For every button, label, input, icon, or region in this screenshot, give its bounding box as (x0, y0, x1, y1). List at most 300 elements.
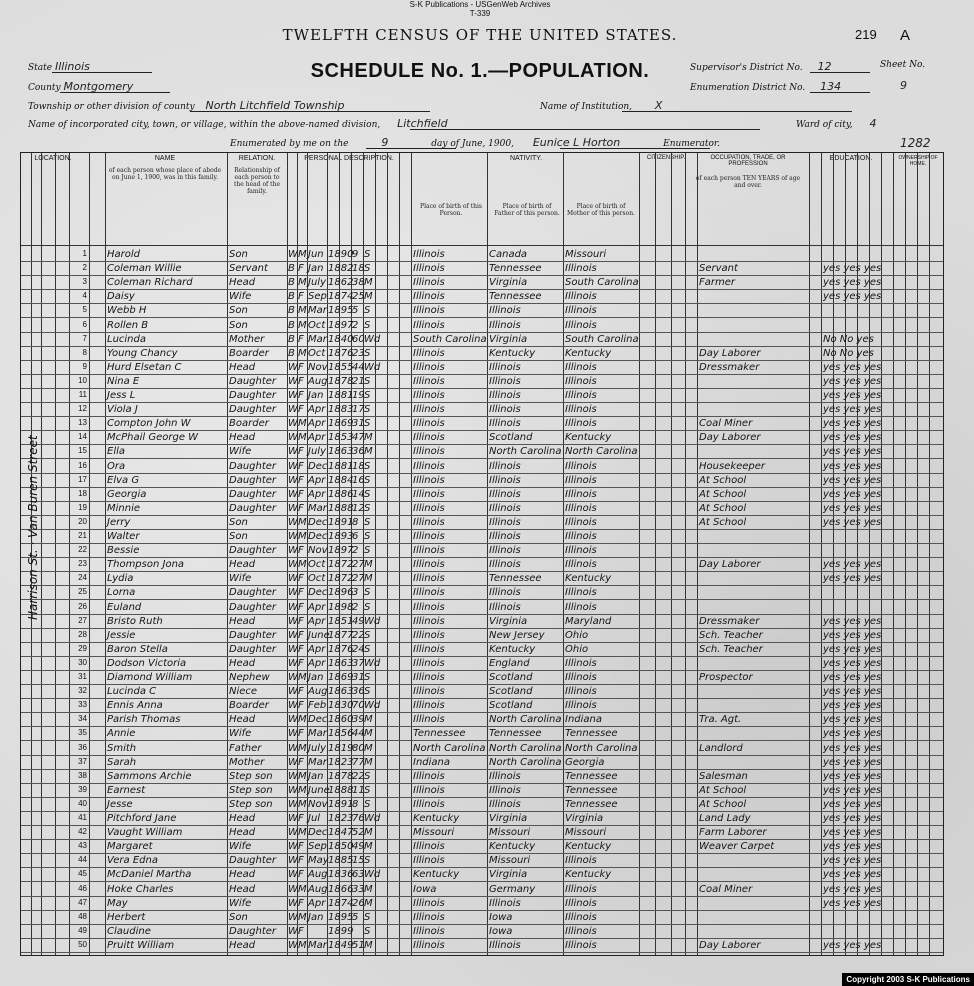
education-cell: yes yes yes (823, 502, 882, 514)
person-name-cell: Diamond William (107, 672, 193, 683)
occupation-cell (699, 586, 809, 599)
mother-birthplace-cell: Illinois (565, 883, 597, 895)
birth-month-cell: Apr (308, 643, 326, 655)
father-birthplace-cell: Missouri (489, 855, 531, 867)
age-cell: 15 (352, 855, 365, 867)
marital-status-cell: S (364, 911, 371, 923)
person-name-cell: Georgia (107, 488, 147, 500)
birth-year-cell: 1883 (328, 404, 354, 416)
relation-cell: Head (229, 813, 256, 824)
occupation-cell: At School (699, 798, 747, 810)
relation-cell: Daughter (229, 375, 277, 387)
occupation-cell (699, 389, 809, 402)
birthplace-cell: Illinois (413, 770, 445, 782)
father-birthplace-cell: Illinois (489, 939, 521, 951)
sex-cell: F (298, 728, 304, 740)
mother-birthplace-cell: Illinois (565, 404, 597, 416)
township-value: North Litchfield Township (205, 99, 345, 112)
enumerated-label: Enumerated by me on the (230, 139, 349, 149)
race-cell: W (288, 615, 298, 627)
table-row (21, 585, 943, 600)
enumerator-rule (560, 148, 710, 149)
mother-birthplace-cell: Illinois (565, 291, 597, 303)
county-value: Montgomery (63, 80, 134, 93)
age-cell: 27 (352, 573, 365, 585)
sex-cell: M (298, 516, 307, 528)
occupation-cell (699, 544, 809, 557)
enumerated-day: 9 (381, 136, 389, 149)
age-cell: 51 (352, 939, 365, 951)
mother-birthplace-cell: Missouri (565, 827, 607, 839)
education-cell (823, 304, 893, 317)
occupation-cell (699, 657, 809, 670)
mother-birthplace-cell: Kentucky (565, 347, 612, 359)
father-birthplace-cell: Illinois (489, 319, 521, 331)
father-birthplace-cell: Virginia (489, 813, 528, 824)
mother-birthplace-cell: South Carolina (565, 277, 639, 289)
mother-birthplace-cell: Kentucky (565, 869, 612, 881)
relation-cell: Daughter (229, 488, 277, 500)
line-number-cell: 40 (78, 798, 87, 808)
line-number-cell: 3 (82, 277, 87, 287)
relation-cell: Head (229, 361, 256, 373)
birth-month-cell: Aug (308, 375, 328, 387)
father-birthplace-cell: Iowa (489, 911, 513, 923)
relation-cell: Father (229, 742, 262, 754)
person-name-cell: McPhail George W (107, 432, 199, 444)
marital-status-cell: M (364, 573, 373, 585)
relation-cell: Daughter (229, 587, 277, 599)
sex-cell: F (298, 686, 304, 698)
sex-cell: F (298, 404, 304, 416)
schedule-title: SCHEDULE No. 1.—POPULATION. (310, 60, 650, 82)
marital-status-cell: M (364, 742, 373, 754)
father-birthplace-cell: North Carolina (489, 446, 562, 458)
relation-cell: Son (229, 249, 248, 260)
age-cell: 77 (352, 756, 365, 768)
birth-month-cell (308, 925, 327, 938)
age-cell: 47 (352, 432, 365, 444)
age-cell: 2 (352, 601, 359, 613)
sex-cell: M (298, 784, 307, 796)
birthplace-cell: Illinois (413, 629, 445, 641)
marital-status-cell: S (364, 784, 371, 796)
relation-cell: Head (229, 939, 256, 951)
occupation-cell: Farm Laborer (699, 827, 767, 839)
state-label: State (28, 63, 53, 73)
person-name-cell: Hurd Elsetan C (107, 361, 182, 373)
relation-cell: Head (229, 559, 256, 571)
line-number-cell: 43 (78, 841, 87, 851)
birth-year-cell: 1819 (328, 742, 354, 754)
relation-cell: Boarder (229, 418, 269, 430)
sex-cell: M (298, 672, 307, 683)
county-rule (60, 92, 170, 93)
marital-status-cell: S (364, 545, 371, 557)
marital-status-cell: M (364, 827, 373, 839)
marital-status-cell: S (364, 375, 371, 387)
mother-birthplace-cell: Tennessee (565, 784, 618, 796)
birth-month-cell: Nov (308, 545, 328, 557)
age-cell: 5 (352, 911, 359, 923)
table-row (21, 402, 943, 417)
person-name-cell: Earnest (107, 784, 146, 796)
race-cell: W (288, 756, 298, 768)
marital-status-cell: S (364, 502, 371, 514)
line-number-cell: 34 (78, 714, 87, 724)
person-name-cell: Baron Stella (107, 643, 168, 655)
birth-month-cell: Aug (308, 883, 328, 895)
education-cell: yes yes yes (823, 390, 882, 401)
birth-month-cell: Jan (308, 911, 324, 923)
table-row (21, 825, 943, 840)
father-birthplace-cell: Illinois (489, 361, 521, 373)
birth-month-cell: Mar (308, 728, 327, 740)
line-number-cell: 29 (78, 643, 87, 653)
publisher-header (360, 0, 600, 18)
line-number-cell: 28 (78, 629, 87, 639)
age-cell: 36 (352, 446, 365, 458)
father-birthplace-cell: Illinois (489, 418, 521, 430)
occupation-cell: At School (699, 784, 747, 796)
birth-month-cell: Mar (308, 939, 327, 951)
sex-cell: F (298, 841, 304, 853)
age-cell: 22 (352, 770, 365, 782)
age-cell: 19 (352, 390, 365, 401)
mother-birthplace-cell: Georgia (565, 756, 605, 768)
sex-cell: M (298, 827, 307, 839)
sex-cell: F (298, 615, 304, 627)
sex-cell: F (298, 869, 304, 881)
birth-month-cell: Apr (308, 432, 326, 444)
birth-month-cell: Apr (308, 488, 326, 500)
ward-value: 4 (869, 117, 877, 130)
race-cell: W (288, 587, 298, 599)
day-label: day of June, 1900, (431, 139, 514, 149)
person-name-cell: Pitchford Jane (107, 813, 177, 824)
sex-cell: F (298, 333, 304, 345)
race-cell: W (288, 813, 298, 824)
mother-birthplace-cell: Ohio (565, 629, 589, 641)
city-rule (410, 129, 760, 130)
state-value: Illinois (54, 60, 90, 73)
marital-status-cell: M (364, 883, 373, 895)
marital-status-cell: M (364, 432, 373, 444)
birth-year-cell: 1876 (328, 347, 354, 359)
person-name-cell: Viola J (107, 404, 138, 416)
mother-birthplace-cell: Illinois (565, 488, 597, 500)
line-number-cell: 41 (78, 813, 87, 822)
sex-cell: M (298, 559, 307, 571)
birthplace-cell: Illinois (413, 390, 445, 401)
birthplace-cell: Illinois (413, 939, 445, 951)
city-value: Litchfield (397, 117, 448, 130)
line-number-cell: 15 (78, 446, 87, 456)
birth-year-cell: 1888 (328, 502, 354, 514)
person-name-cell: Hoke Charles (107, 883, 174, 895)
institution-rule (622, 111, 852, 112)
birth-month-cell: Dec (308, 531, 328, 542)
line-number-cell: 21 (78, 531, 87, 540)
father-birthplace-cell: Illinois (489, 601, 521, 613)
line-number-cell: 27 (78, 615, 87, 625)
age-cell: 11 (352, 784, 365, 796)
occupation-cell: Dressmaker (699, 615, 760, 627)
enumerator-label: Enumerator. (663, 139, 721, 149)
birthplace-cell: Illinois (413, 460, 445, 472)
birthplace-cell: Illinois (413, 643, 445, 655)
sex-cell: M (298, 319, 307, 331)
race-cell: B (288, 263, 295, 275)
person-name-cell: Compton John W (107, 418, 191, 430)
race-cell: W (288, 361, 298, 373)
mother-birthplace-cell: Maryland (565, 615, 612, 627)
line-number-cell: 33 (78, 700, 87, 710)
publisher-line: S-K Publications - USGenWeb Archives (409, 0, 551, 9)
education-cell: No No yes (823, 347, 874, 359)
person-name-cell: Coleman Richard (107, 277, 193, 289)
table-row (21, 289, 943, 304)
occupation-cell (699, 868, 809, 881)
birth-month-cell: Dec (308, 827, 328, 839)
line-number-cell: 45 (78, 869, 87, 879)
person-name-cell: Minnie (107, 502, 141, 514)
birth-month-cell: Apr (308, 897, 326, 909)
birth-month-cell: Dec (308, 516, 328, 528)
birthplace-cell: South Carolina (413, 333, 487, 345)
father-birthplace-cell: Germany (489, 883, 536, 895)
occupation-cell: Dressmaker (699, 361, 760, 373)
mother-birthplace-cell: Virginia (565, 813, 604, 824)
age-cell: 21 (352, 375, 365, 387)
race-cell: W (288, 573, 298, 585)
birthplace-cell: Illinois (413, 657, 445, 669)
education-cell (823, 248, 893, 261)
table-row (21, 656, 943, 671)
father-birthplace-cell: Illinois (489, 587, 521, 599)
line-number-cell: 48 (78, 911, 87, 921)
age-cell: 63 (352, 869, 365, 881)
birth-month-cell: Feb (308, 700, 327, 712)
father-birthplace-cell: Illinois (489, 531, 521, 542)
father-birthplace-cell: Scotland (489, 432, 533, 444)
relation-cell: Daughter (229, 390, 277, 401)
table-row (21, 896, 943, 911)
education-cell: yes yes yes (823, 883, 882, 895)
page-letter: A (900, 27, 911, 44)
birth-month-cell: Apr (308, 615, 326, 627)
race-cell: B (288, 319, 295, 331)
age-cell: 31 (352, 418, 365, 430)
occupation-cell (699, 911, 809, 924)
line-number-cell: 14 (78, 432, 87, 442)
age-cell: 8 (352, 798, 359, 810)
race-cell: W (288, 488, 298, 500)
birth-month-cell: Oct (308, 559, 326, 571)
sex-cell: F (298, 460, 304, 472)
person-name-cell: Bessie (107, 545, 140, 557)
person-name-cell: Lucinda C (107, 686, 157, 698)
table-row (21, 416, 943, 431)
sex-cell: M (298, 305, 307, 317)
education-cell: yes yes yes (823, 404, 882, 416)
birthplace-cell: Missouri (413, 827, 455, 839)
table-row (21, 642, 943, 657)
father-birthplace-cell: Illinois (489, 770, 521, 782)
table-row (21, 444, 943, 459)
race-cell: W (288, 686, 298, 698)
occupation-cell: Coal Miner (699, 418, 753, 430)
person-name-cell: Rollen B (107, 319, 149, 331)
line-number-cell: 49 (78, 925, 87, 935)
sheet-value-box (900, 79, 907, 92)
relation-cell: Nephew (229, 672, 270, 683)
marital-status-cell: Wd (364, 869, 381, 881)
age-cell: 49 (352, 615, 365, 627)
birth-year-cell: 1896 (328, 587, 354, 599)
group-occupation: OCCUPATION, TRADE, OR PROFESSION (710, 155, 786, 167)
education-cell: yes yes yes (823, 643, 882, 655)
birthplace-cell: Illinois (413, 587, 445, 599)
line-number-cell: 23 (78, 559, 87, 569)
relation-cell: Son (229, 911, 248, 923)
race-cell: W (288, 418, 298, 430)
person-name-cell: Ennis Anna (107, 700, 163, 712)
mother-birthplace-cell: Illinois (565, 361, 597, 373)
mother-birthplace-cell: Illinois (565, 657, 597, 669)
line-number-cell: 11 (78, 390, 87, 399)
father-birthplace-cell: Illinois (489, 390, 521, 401)
age-cell: 12 (352, 502, 365, 514)
marital-status-cell: S (364, 531, 371, 542)
race-cell: W (288, 770, 298, 782)
sex-cell: M (298, 742, 307, 754)
birth-year-cell: 1823 (328, 756, 354, 768)
race-cell: W (288, 446, 298, 458)
mother-birthplace-cell: Illinois (565, 460, 597, 472)
supervisor-rule (810, 72, 870, 73)
table-row (21, 755, 943, 770)
marital-status-cell: M (364, 446, 373, 458)
occupation-cell (699, 601, 809, 614)
relation-cell: Daughter (229, 404, 277, 416)
table-row (21, 924, 943, 939)
birth-year-cell: 1860 (328, 714, 354, 726)
race-cell: W (288, 657, 298, 669)
birth-month-cell: Jan (308, 672, 324, 683)
race-cell: W (288, 939, 298, 951)
age-cell: 18 (352, 460, 365, 472)
education-cell: yes yes yes (823, 446, 882, 458)
birth-year-cell: 1874 (328, 291, 354, 303)
sex-cell: F (298, 502, 304, 514)
birth-month-cell: Jun (308, 249, 324, 260)
group-ownership: OWNERSHIP OF HOME. (898, 155, 938, 167)
age-cell: 27 (352, 559, 365, 571)
race-cell: W (288, 911, 298, 923)
sex-cell: M (298, 277, 307, 289)
table-row (21, 543, 943, 558)
birth-year-cell: 1898 (328, 601, 354, 613)
sex-cell: F (298, 375, 304, 387)
birth-year-cell: 1891 (328, 516, 354, 528)
birth-month-cell: Mar (308, 502, 327, 514)
mother-birthplace-cell: Missouri (565, 249, 607, 260)
sheet-value: 9 (900, 79, 907, 92)
education-cell: yes yes yes (823, 784, 882, 796)
father-birthplace-cell: Illinois (489, 897, 521, 909)
group-personal: PERSONAL DESCRIPTION. (304, 155, 394, 162)
marital-status-cell: S (364, 855, 371, 867)
mother-birthplace-cell: Illinois (565, 319, 597, 331)
line-number-cell: 12 (78, 404, 87, 414)
father-birthplace-cell: Illinois (489, 488, 521, 500)
birthplace-cell: Illinois (413, 347, 445, 359)
person-name-cell: Margaret (107, 841, 153, 853)
education-cell: yes yes yes (823, 516, 882, 528)
age-cell: 52 (352, 827, 365, 839)
street-annotation: Harrison St. · Van Buren Street (26, 435, 40, 620)
sex-cell: F (298, 643, 304, 655)
father-birthplace-cell: Iowa (489, 925, 513, 937)
line-number-cell: 13 (78, 418, 87, 428)
education-cell (823, 601, 893, 614)
institution-value: X (654, 99, 663, 112)
marital-status-cell: Wd (364, 700, 381, 712)
person-name-cell: Claudine (107, 925, 151, 937)
occupation-cell: Day Laborer (699, 347, 761, 359)
birthplace-cell: Iowa (413, 883, 437, 895)
age-cell (352, 925, 364, 938)
birthplace-cell: Illinois (413, 897, 445, 909)
age-cell: 76 (352, 813, 365, 824)
mother-birthplace-cell: Illinois (565, 531, 597, 542)
line-number-cell: 10 (78, 375, 87, 385)
person-name-cell: Nina E (107, 375, 140, 387)
mother-birthplace-cell: Indiana (565, 714, 603, 726)
census-title: TWELFTH CENSUS OF THE UNITED STATES. (282, 26, 678, 44)
line-number-cell: 5 (82, 305, 87, 315)
marital-status-cell: S (364, 516, 371, 528)
table-row (21, 501, 943, 516)
line-number-cell: 30 (78, 657, 87, 667)
age-cell: 60 (352, 333, 365, 345)
occupation-cell (699, 727, 809, 740)
marital-status-cell: Wd (364, 657, 381, 669)
birth-month-cell: Oct (308, 347, 326, 359)
group-nativity: NATIVITY. (509, 155, 543, 162)
birth-year-cell: 1872 (328, 559, 354, 571)
occupation-cell: Farmer (699, 277, 735, 289)
table-row (21, 797, 943, 812)
table-row (21, 726, 943, 741)
person-name-cell: McDaniel Martha (107, 869, 192, 881)
line-number-cell: 7 (82, 333, 87, 343)
line-number-cell: 37 (78, 756, 87, 766)
birth-month-cell: Aug (308, 686, 328, 698)
sex-cell: F (298, 855, 304, 867)
education-cell: yes yes yes (823, 657, 882, 669)
line-number-cell: 8 (82, 347, 87, 357)
person-name-cell: Vaught William (107, 827, 183, 839)
marital-status-cell: S (364, 643, 371, 655)
mother-birthplace-cell: Illinois (565, 375, 597, 387)
birthplace-cell: Kentucky (413, 869, 460, 881)
birthplace-cell: Indiana (413, 756, 451, 768)
education-cell: yes yes yes (823, 573, 882, 585)
person-name-cell: Harold (107, 249, 141, 260)
relation-desc: Relationship of each person to the head of the family. (233, 167, 281, 195)
